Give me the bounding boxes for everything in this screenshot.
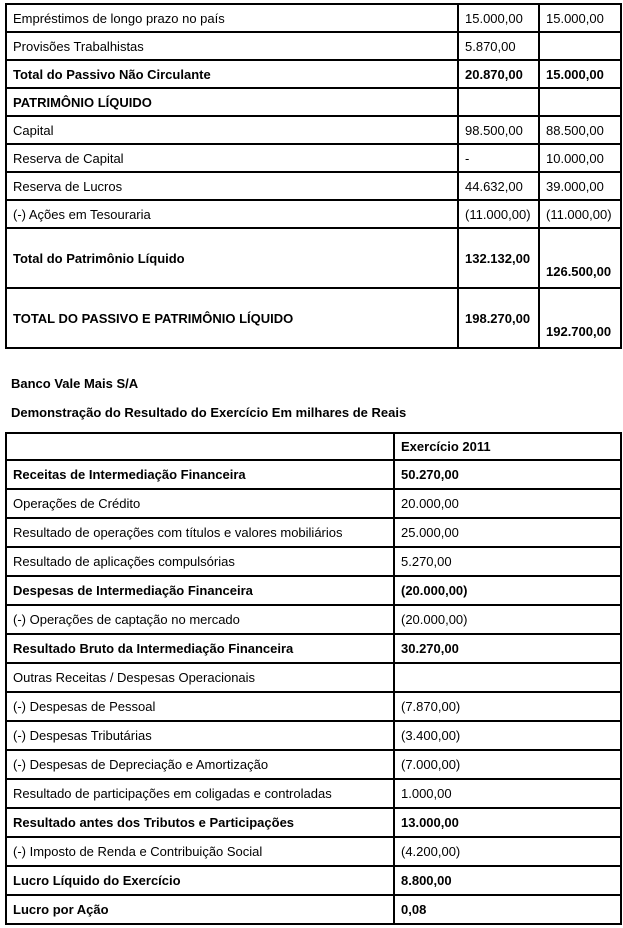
balance-row [6, 288, 621, 348]
account-label: Capital [6, 116, 458, 144]
account-label: (-) Despesas de Depreciação e Amortização [6, 750, 394, 779]
account-label: (-) Ações em Tesouraria [6, 200, 458, 228]
value-col-2 [539, 32, 621, 60]
balance-row [6, 4, 621, 32]
account-label: Operações de Crédito [6, 489, 394, 518]
account-label: (-) Despesas de Pessoal [6, 692, 394, 721]
document-page [0, 3, 623, 928]
company-name: Banco Vale Mais S/A [11, 376, 139, 391]
value-2011: (4.200,00) [394, 837, 621, 866]
value-2011 [394, 663, 621, 692]
account-label: Receitas de Intermediação Financeira [6, 460, 394, 489]
value-2011: (7.870,00) [394, 692, 621, 721]
account-label: Despesas de Intermediação Financeira [6, 576, 394, 605]
income-row [6, 518, 621, 547]
account-label: Lucro Líquido do Exercício [6, 866, 394, 895]
balance-row [6, 228, 621, 288]
account-label: Reserva de Lucros [6, 172, 458, 200]
value-col-2: 88.500,00 [539, 116, 621, 144]
value-col-2: 10.000,00 [539, 144, 621, 172]
section-titles [11, 376, 623, 420]
value-2011: (3.400,00) [394, 721, 621, 750]
balance-row [6, 88, 621, 116]
account-label: Reserva de Capital [6, 144, 458, 172]
account-label: Outras Receitas / Despesas Operacionais [6, 663, 394, 692]
account-label: Resultado Bruto da Intermediação Financeira [6, 634, 394, 663]
value-2011: 20.000,00 [394, 489, 621, 518]
account-label: PATRIMÔNIO LÍQUIDO [6, 88, 458, 116]
value-col-1: 5.870,00 [458, 32, 539, 60]
account-label: Resultado de aplicações compulsórias [6, 547, 394, 576]
value-col-1: - [458, 144, 539, 172]
account-label: Resultado antes dos Tributos e Participações [6, 808, 394, 837]
value-2011: 30.270,00 [394, 634, 621, 663]
value-col-2 [539, 88, 621, 116]
balance-row [6, 172, 621, 200]
income-row [6, 576, 621, 605]
balance-row [6, 116, 621, 144]
value-2011: 1.000,00 [394, 779, 621, 808]
income-row [6, 721, 621, 750]
value-col-2: 15.000,00 [539, 60, 621, 88]
value-col-2: 192.700,00 [539, 288, 621, 348]
value-col-1: (11.000,00) [458, 200, 539, 228]
account-label: Empréstimos de longo prazo no país [6, 4, 458, 32]
income-statement-table [5, 432, 622, 925]
value-2011: 5.270,00 [394, 547, 621, 576]
account-label: TOTAL DO PASSIVO E PATRIMÔNIO LÍQUIDO [6, 288, 458, 348]
account-label: (-) Imposto de Renda e Contribuição Social [6, 837, 394, 866]
income-row [6, 547, 621, 576]
account-label: (-) Operações de captação no mercado [6, 605, 394, 634]
value-col-1: 198.270,00 [458, 288, 539, 348]
value-2011: 25.000,00 [394, 518, 621, 547]
income-row [6, 605, 621, 634]
income-row [6, 837, 621, 866]
account-label: Resultado de participações em coligadas e controladas [6, 779, 394, 808]
value-col-2: 39.000,00 [539, 172, 621, 200]
income-header-label [6, 433, 394, 460]
value-col-1: 132.132,00 [458, 228, 539, 288]
value-2011: (20.000,00) [394, 576, 621, 605]
value-col-2: (11.000,00) [539, 200, 621, 228]
value-col-2: 126.500,00 [539, 228, 621, 288]
value-col-2: 15.000,00 [539, 4, 621, 32]
income-row [6, 489, 621, 518]
account-label: Total do Passivo Não Circulante [6, 60, 458, 88]
balance-row [6, 200, 621, 228]
account-label: Provisões Trabalhistas [6, 32, 458, 60]
value-col-1: 20.870,00 [458, 60, 539, 88]
income-row [6, 634, 621, 663]
income-row [6, 460, 621, 489]
value-col-1: 44.632,00 [458, 172, 539, 200]
value-col-1: 15.000,00 [458, 4, 539, 32]
account-label: Lucro por Ação [6, 895, 394, 924]
account-label: Total do Patrimônio Líquido [6, 228, 458, 288]
value-2011: 50.270,00 [394, 460, 621, 489]
income-row [6, 866, 621, 895]
value-2011: 0,08 [394, 895, 621, 924]
income-row [6, 808, 621, 837]
income-header-row [6, 433, 621, 460]
statement-title: Demonstração do Resultado do Exercício Em milhares de Reais [11, 405, 407, 420]
value-2011: 8.800,00 [394, 866, 621, 895]
income-header-period: Exercício 2011 [394, 433, 621, 460]
income-row [6, 750, 621, 779]
value-2011: (7.000,00) [394, 750, 621, 779]
balance-sheet-table [5, 3, 622, 349]
balance-row [6, 32, 621, 60]
value-2011: 13.000,00 [394, 808, 621, 837]
account-label: (-) Despesas Tributárias [6, 721, 394, 750]
income-row [6, 895, 621, 924]
value-col-1: 98.500,00 [458, 116, 539, 144]
value-2011: (20.000,00) [394, 605, 621, 634]
income-row [6, 779, 621, 808]
income-row [6, 692, 621, 721]
value-col-1 [458, 88, 539, 116]
income-row [6, 663, 621, 692]
account-label: Resultado de operações com títulos e valores mobiliários [6, 518, 394, 547]
balance-row [6, 144, 621, 172]
balance-row [6, 60, 621, 88]
